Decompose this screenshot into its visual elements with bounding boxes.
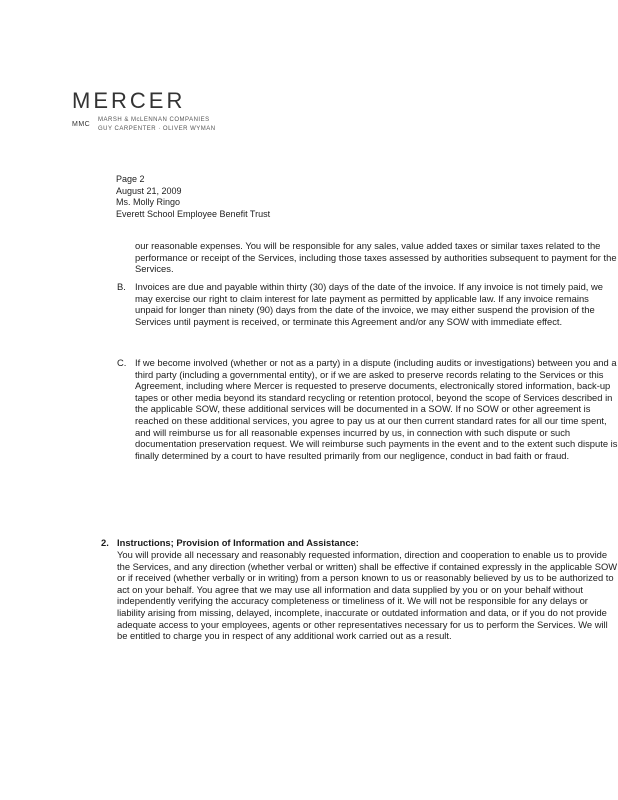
text-line: (90) days from the date of the invoice, we may either suspend the provision of the bbox=[256, 304, 595, 316]
text-line: including where Mercer is requested to preserve documents, electronically stored bbox=[186, 380, 523, 392]
text-line: written) shall be effective if contained expressly in the applicable SOW or if received bbox=[117, 560, 618, 584]
item-c-paragraph bbox=[135, 357, 618, 461]
text-line: as permitted by applicable law. If any invoice remains unpaid for longer than ninety bbox=[135, 292, 589, 316]
text-line: Services until payment is received, or terminate this Agreement and/or any SOW bbox=[135, 315, 470, 327]
text-line: expenses incurred by us, in connection with such dispute or such documentation bbox=[135, 426, 571, 450]
text-line: reached on these additional services, you agree to pay us at our then current bbox=[135, 414, 454, 426]
letter-header bbox=[116, 174, 270, 220]
text-line: extent such dispute is finally determined by a court to have resulted primarily from bbox=[135, 438, 618, 461]
text-line: we are asked to preserve records relating to the Services or this Agreement, bbox=[135, 368, 604, 392]
text-line: preservation request. We will reimburse such payments in the event and to the bbox=[199, 438, 525, 450]
text-line: (whether verbally or in writing) from a person known to us or reasonably believed by us bbox=[173, 572, 534, 584]
mercer-logo: MERCER bbox=[72, 88, 186, 113]
text-line: standard rates for all our time spent, and will reimburse us for all reasonable bbox=[135, 414, 607, 438]
text-line: invoice is not timely paid, we may exercise our right to claim interest for late payment bbox=[135, 281, 603, 304]
text-line: investigations) between you and a third party (including a governmental entity), or if bbox=[135, 357, 617, 380]
text-line: our negligence, conduct in bad faith or fraud. bbox=[383, 449, 570, 461]
text-line: with immediate effect. bbox=[471, 315, 563, 327]
letter-date: August 21, 2009 bbox=[116, 185, 182, 196]
text-line: information, back-up tapes or other media beyond its standard recycling or retention bbox=[135, 380, 611, 403]
text-line: additional services will be documented in a SOW. If no SOW or other agreement is bbox=[248, 403, 591, 415]
text-line: If we become involved (whether or not as a party) in a dispute (including audits or bbox=[135, 357, 473, 368]
text-line: or if you do not provide adequate access to your employees, agents or other bbox=[117, 606, 607, 630]
text-line: to be authorized to act on your behalf. You agree that we may use all information and bbox=[117, 572, 614, 595]
continuation-paragraph bbox=[135, 240, 618, 275]
recipient-name: Ms. Molly Ringo bbox=[116, 197, 181, 207]
recipient-organization: Everett School Employee Benefit Trust bbox=[116, 208, 271, 219]
item-c-marker: C. bbox=[117, 357, 127, 368]
text-line: arising from missing, delayed, incomplete, inaccurate or outdated information and data, bbox=[147, 606, 509, 618]
text-line: representatives necessary for us to perform the Services. We will be entitled to charge bbox=[117, 618, 608, 642]
text-line: data supplied by you or on your behalf without independently verifying the accuracy bbox=[117, 583, 583, 607]
text-line: cooperation to enable us to provide the Services, and any direction (whether verbal or bbox=[117, 549, 608, 572]
affiliate-line-1: MARSH & McLENNAN COMPANIES bbox=[98, 117, 210, 123]
text-line: you in respect of any additional work carried out as a result. bbox=[204, 630, 452, 642]
text-line: taxes assessed by authorities subsequent to payment for the Services. bbox=[135, 251, 617, 275]
text-line: completeness or timeliness of it. We will not be responsible for any delays or liability bbox=[117, 595, 588, 618]
text-line: protocol, beyond the scope of Services described in the applicable SOW, these bbox=[135, 391, 613, 415]
text-line: our reasonable expenses. You will be responsible for any sales, value added taxes bbox=[135, 240, 478, 251]
text-line: Invoices are due and payable within thirty (30) days of the date of the invoice. If any bbox=[135, 281, 482, 292]
affiliate-line-2: GUY CARPENTER · OLIVER WYMAN bbox=[98, 126, 216, 132]
section-2-number: 2. bbox=[101, 537, 109, 548]
section-2-heading: Instructions; Provision of Information and Assistance: bbox=[117, 537, 359, 548]
page-number: Page 2 bbox=[116, 174, 145, 184]
item-b-marker: B. bbox=[117, 281, 126, 292]
text-line: or similar taxes related to the performance or receipt of the Services, including those bbox=[135, 240, 601, 263]
item-b-paragraph bbox=[135, 281, 618, 327]
mmc-logo: MMC bbox=[72, 121, 91, 128]
text-line: You will provide all necessary and reasonably requested information, direction and bbox=[117, 549, 459, 560]
section-2-paragraph bbox=[117, 549, 618, 642]
